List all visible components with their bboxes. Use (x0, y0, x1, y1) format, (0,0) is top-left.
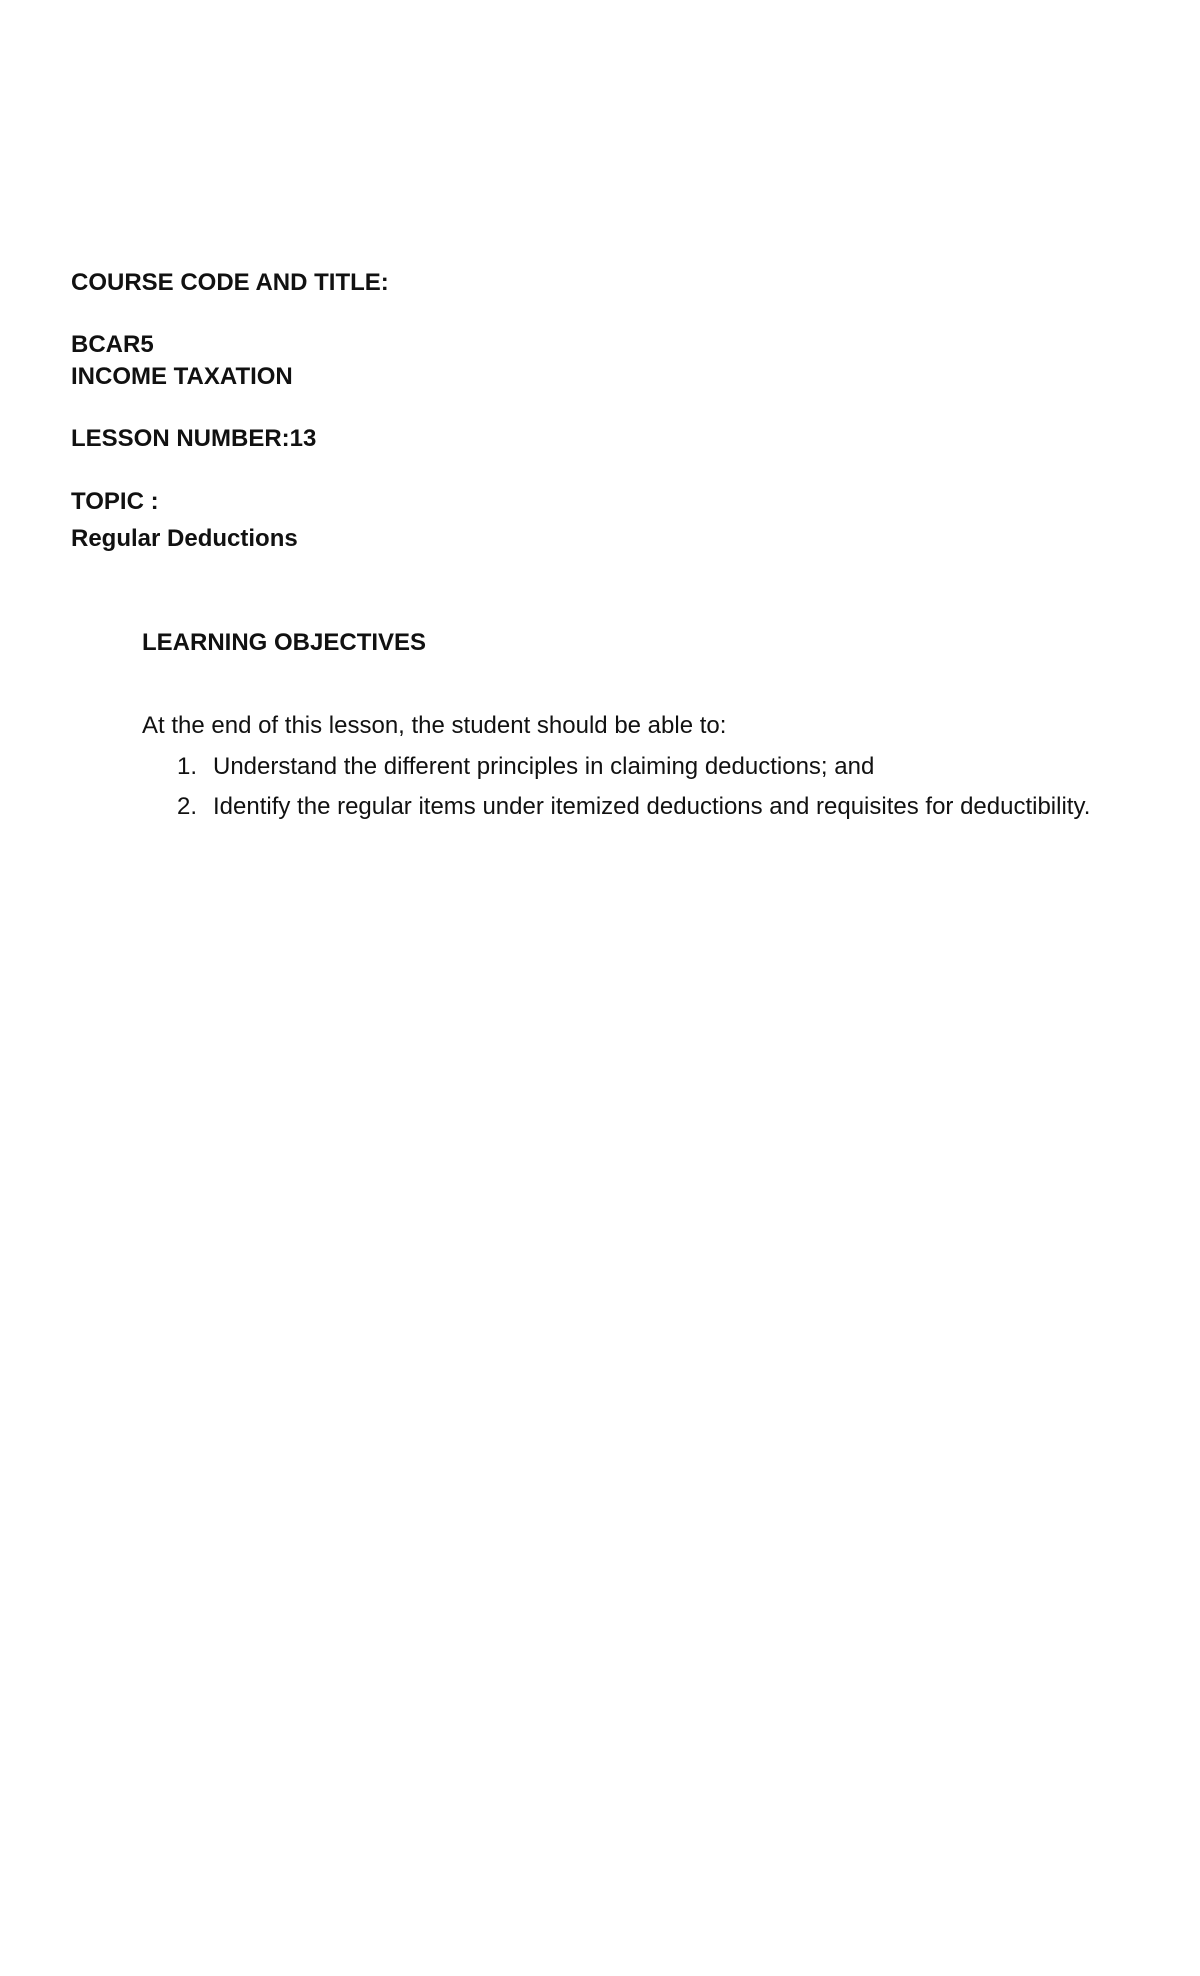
course-code: BCAR5 (71, 331, 154, 358)
topic-value: Regular Deductions (71, 525, 298, 552)
learning-objectives-heading: LEARNING OBJECTIVES (142, 629, 427, 656)
topic-label: TOPIC : (71, 488, 159, 515)
list-item-text: Understand the different principles in claiming deductions; and (213, 753, 875, 780)
lesson-number: LESSON NUMBER:13 (71, 425, 317, 452)
list-item-text: Identify the regular items under itemized deductions and requisites for deductibility. (213, 793, 1091, 820)
objectives-intro: At the end of this lesson, the student should be able to: (142, 712, 727, 739)
course-code-title-label: COURSE CODE AND TITLE: (71, 269, 389, 296)
list-item-number: 2. (177, 793, 198, 820)
list-item-number: 1. (177, 753, 198, 780)
course-title: INCOME TAXATION (71, 363, 293, 390)
